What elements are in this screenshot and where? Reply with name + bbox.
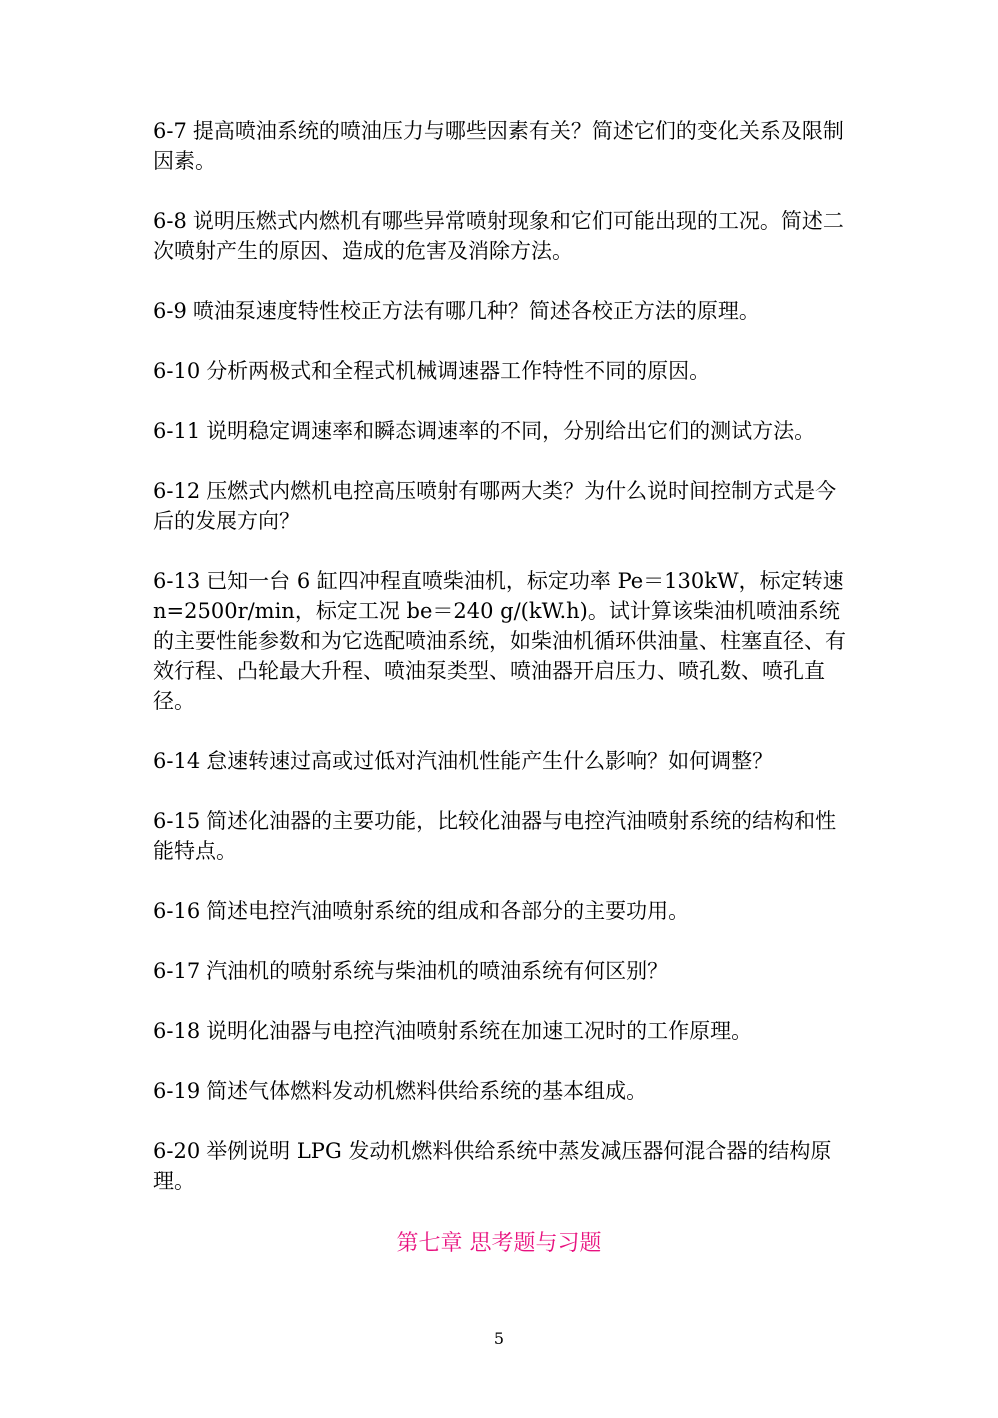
question-item: [153, 806, 853, 866]
question-text: 简述化油器的主要功能，比较化油器与电控汽油喷射系统的结构和性能特点。: [153, 809, 837, 863]
question-number: 6-19: [153, 1079, 201, 1103]
question-item: [153, 746, 853, 776]
question-item: [153, 1076, 853, 1106]
question-item: [153, 416, 853, 446]
question-text: 说明稳定调速率和瞬态调速率的不同，分别给出它们的测试方法。: [206, 419, 816, 443]
question-text: 喷油泵速度特性校正方法有哪几种？简述各校正方法的原理。: [192, 299, 760, 323]
question-number: 6-18: [153, 1019, 201, 1043]
question-item: [153, 116, 853, 176]
question-item: [153, 296, 853, 326]
question-text: 说明压燃式内燃机有哪些异常喷射现象和它们可能出现的工况。简述二次喷射产生的原因、造成的危害及消除方法。: [153, 209, 844, 263]
question-item: [153, 1016, 853, 1046]
question-number: 6-15: [153, 809, 201, 833]
question-number: 6-8: [153, 209, 187, 233]
question-item: [153, 566, 853, 716]
question-number: 6-7: [153, 119, 187, 143]
chapter-heading: 第七章 思考题与习题: [396, 1231, 602, 1256]
question-text: 举例说明 LPG 发动机燃料供给系统中蒸发减压器何混合器的结构原理。: [153, 1139, 832, 1193]
question-number: 6-20: [153, 1139, 201, 1163]
question-text: 怠速转速过高或过低对汽油机性能产生什么影响？如何调整？: [206, 749, 774, 773]
question-item: [153, 476, 853, 536]
question-number: 6-17: [153, 959, 201, 983]
question-item: [153, 206, 853, 266]
question-text: 压燃式内燃机电控高压喷射有哪两大类？为什么说时间控制方式是今后的发展方向？: [153, 479, 837, 533]
question-item: [153, 1136, 853, 1196]
question-item: [153, 956, 853, 986]
question-number: 6-9: [153, 299, 187, 323]
question-number: 6-11: [153, 419, 201, 443]
question-number: 6-12: [153, 479, 201, 503]
question-text: 说明化油器与电控汽油喷射系统在加速工况时的工作原理。: [206, 1019, 753, 1043]
question-item: [153, 896, 853, 926]
page-number: 5: [493, 1329, 505, 1348]
question-text: 提高喷油系统的喷油压力与哪些因素有关？简述它们的变化关系及限制因素。: [153, 119, 844, 173]
question-number: 6-14: [153, 749, 201, 773]
question-text: 简述气体燃料发动机燃料供给系统的基本组成。: [206, 1079, 648, 1103]
question-text: 已知一台 6 缸四冲程直喷柴油机，标定功率 Pe＝130kW，标定转速 n=2500r/min，标定工况 be＝240 g/(kW.h)。试计算该柴油机喷油系统的主要性能参数和为它选配喷油系统，如柴油机循环供油量、柱塞直径、有效行程、凸轮最大升程、喷油泵类型、喷油器开启压力、喷孔数、喷孔直径。: [153, 569, 846, 713]
question-list: [153, 116, 853, 1226]
question-text: 分析两极式和全程式机械调速器工作特性不同的原因。: [206, 359, 711, 383]
question-text: 简述电控汽油喷射系统的组成和各部分的主要功用。: [206, 899, 690, 923]
question-number: 6-10: [153, 359, 201, 383]
question-item: [153, 356, 853, 386]
question-text: 汽油机的喷射系统与柴油机的喷油系统有何区别？: [206, 959, 669, 983]
question-number: 6-16: [153, 899, 201, 923]
question-number: 6-13: [153, 569, 201, 593]
